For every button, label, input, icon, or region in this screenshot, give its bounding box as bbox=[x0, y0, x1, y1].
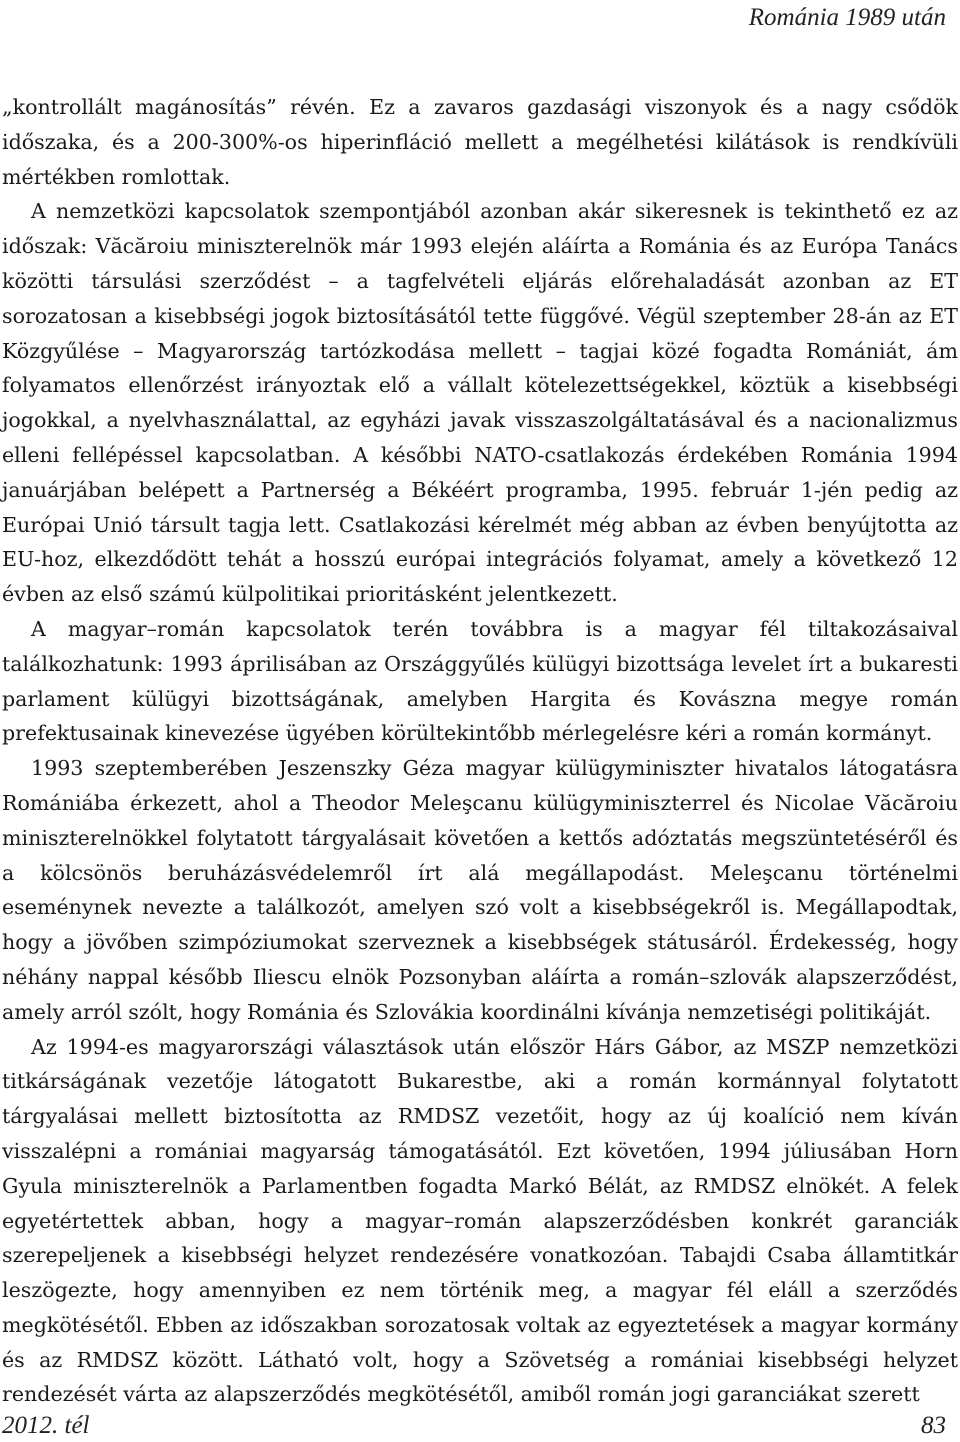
page-footer bbox=[2, 1406, 946, 1440]
paragraph-5: Az 1994-es magyarországi választások után először Hárs Gábor, az MSZP nemzetközi titkárságának vezetője látogatott Bukarestbe, aki a román kormánnyal folytatott tárgyalásai mellett biztosította az RMDSZ vezetőit, hogy az új koalíció nem kíván visszalépni a romániai magyarság támogatásától. Ezt követően, 1994 júliusában Horn Gyula miniszterelnök a Parlamentben fogadta Markó Bélát, az RMDSZ elnökét. A felek egyetértettek abban, hogy a magyar–román alapszerződésben konkrét garanciák szerepeljenek a kisebbségi helyzet rendezésére vonatkozóan. Tabajdi Csaba államtitkár leszögezte, hogy amennyiben ez nem történik meg, a magyar fél eláll a szerződés megkötésétől. Ebben az időszakban sorozatosak voltak az egyeztetések a magyar kormány és az RMDSZ között. Látható volt, hogy a Szövetség a romániai kisebbségi helyzet rendezését várta az alapszerződés megkötésétől, amiből román jogi garanciákat szerett bbox=[2, 1034, 958, 1407]
page-number: 83 bbox=[921, 1412, 946, 1439]
paragraph-4: 1993 szeptemberében Jeszenszky Géza magyar külügyminiszter hivatalos látogatásra Romániába érkezett, ahol a Theodor Meleşcanu külügyminiszterrel és Nicolae Văcăroiu miniszterelnökkel folytatott tárgyalásait követően a kettős adóztatás megszüntetéséről és a kölcsönös beruházásvédelemről írt alá megállapodást. Meleşcanu történelmi eseménynek nevezte a találkozót, amelyen szó volt a kisebbségekről is. Megállapodtak, hogy a jövőben szimpóziumokat szerveznek a kisebbségek státusáról. Érdekesség, hogy néhány nappal később Iliescu elnök Pozsonyban aláírta a román–szlovák alapszerződést, amely arról szólt, hogy Románia és Szlovákia koordinálni kívánja nemzetiségi politikáját. bbox=[2, 756, 958, 1024]
paragraph-2: A nemzetközi kapcsolatok szempontjából azonban akár sikeresnek is tekinthető ez az időszak: Văcăroiu miniszterelnök már 1993 elején aláírta a Románia és az Európa Tanács közötti társulási szerződést – a tagfelvételi eljárás előrehaladását azonban az ET sorozatosan a kisebbségi jogok biztosításától tette függővé. Végül szeptember 28-án az ET Közgyűlése – Magyarország tartózkodása mellett – tagjai közé fogadta Romániát, ám folyamatos ellenőrzést irányoztak elő a vállalt kötelezettségekkel, köztük a kisebbségi jogokkal, a nyelvhasználattal, az egyházi javak visszaszolgáltatásával és a nacionalizmus elleni fellépéssel kapcsolatban. A későbbi NATO-csatlakozás érdekében Románia 1994 januárjában belépett a Partnerség a Békéért programba, 1995. február 1-jén pedig az Európai Unió társult tagja lett. Csatlakozási kérelmét még abban az évben benyújtotta az EU-hoz, elkezdődött tehát a hosszú európai integrációs folyamat, amely a következő 12 évben az első számú külpolitikai prioritásként jelentkezett. bbox=[2, 199, 958, 607]
article-body bbox=[2, 90, 958, 1412]
paragraph-1: „kontrollált magánosítás” révén. Ez a zavaros gazdasági viszonyok és a nagy csődök időszaka, és a 200-300%-os hiperinfláció mellett a megélhetési kilátások is rendkívüli mértékben romlottak. bbox=[2, 95, 958, 189]
running-head: Románia 1989 után bbox=[748, 4, 946, 31]
issue-label: 2012. tél bbox=[2, 1412, 90, 1439]
paragraph-3: A magyar–román kapcsolatok terén továbbra is a magyar fél tiltakozásaival találkozhatunk: 1993 áprilisában az Országgyűlés külügyi bizottsága levelet írt a bukaresti parlament külügyi bizottságának, amelyben Hargita és Kovászna megye román prefektusainak kinevezése ügyében körültekintőbb mérlegelésre kéri a román kormányt. bbox=[2, 616, 958, 746]
